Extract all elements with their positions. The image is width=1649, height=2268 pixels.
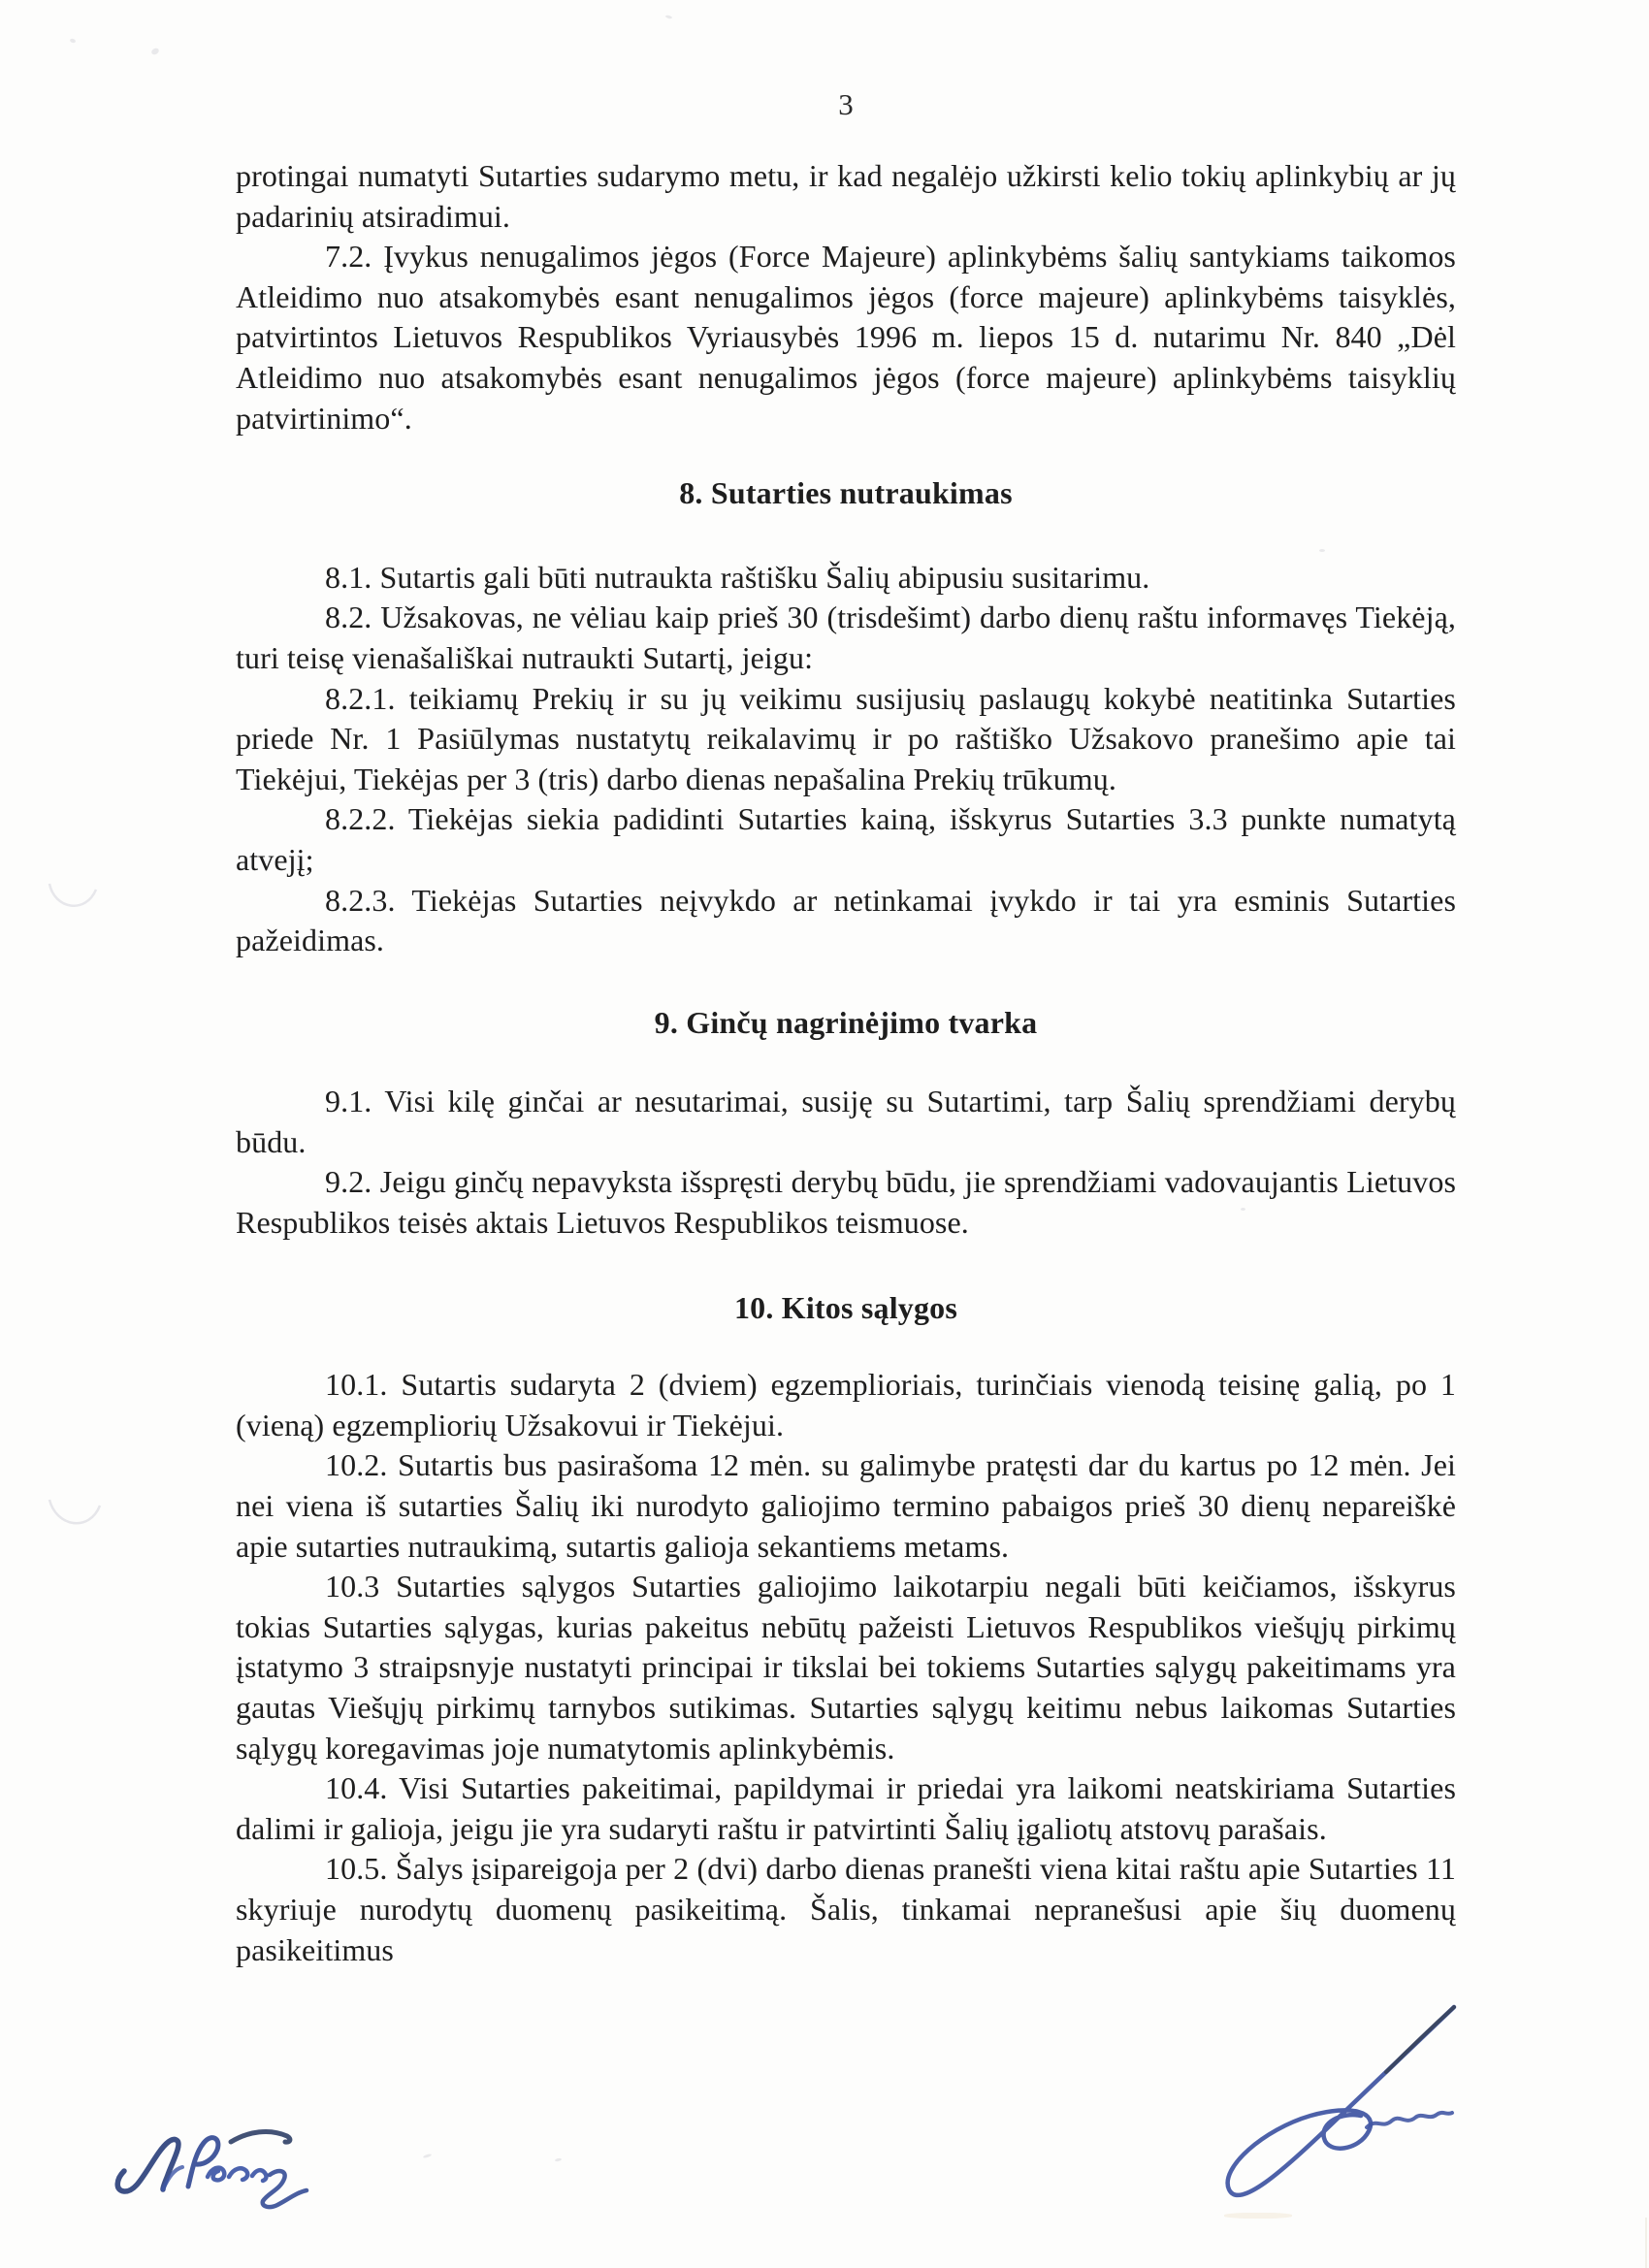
scan-artifact-arc-top: [47, 878, 99, 923]
clause-7-1-continuation: protingai numatyti Sutarties sudarymo metu, ir kad negalėjo užkirsti kelio tokių aplinkybių ar jų padarinių atsiradimui.: [236, 158, 1456, 234]
section-8-heading: 8. Sutarties nutraukimas: [679, 475, 1013, 511]
scan-speck: [150, 47, 160, 55]
scan-speck: [1224, 2213, 1292, 2219]
page-number: 3: [838, 87, 854, 121]
clause-7-2: 7.2. Įvykus nenugalimos jėgos (Force Majeure) aplinkybėms šalių santykiams taikomos Atleidimo nuo atsakomybės esant nenugalimos jėgos (force majeure) aplinkybėms taisyklės, patvirtintos Lietuvos Respublikos Vyriausybės 1996 m. liepos 15 d. nutarimu Nr. 840 „Dėl Atleidimo nuo atsakomybės esant nenugalimos jėgos (force majeure) aplinkybėms taisyklių patvirtinimo“.: [236, 239, 1456, 436]
clause-8-2-1: 8.2.1. teikiamų Prekių ir su jų veikimu susijusių paslaugų kokybė neatitinka Sutarties priede Nr. 1 Pasiūlymas nustatytų reikalavimų ir po raštiško Užsakovo pranešimo apie tai Tiekėjui, Tiekėjas per 3 (tris) darbo dienas nepašalina Prekių trūkumų.: [236, 680, 1456, 796]
contract-text: [236, 156, 1456, 1970]
section-10-heading: 10. Kitos sąlygos: [733, 1289, 958, 1325]
clause-8-1: 8.1. Sutartis gali būti nutraukta raštišku Šalių abipusiu susitarimu.: [325, 559, 1150, 595]
signature-right: [1213, 1995, 1468, 2220]
scan-speck: [1241, 1208, 1245, 1211]
clause-10-4: 10.4. Visi Sutarties pakeitimai, papildymai ir priedai yra laikomi neatskiriama Sutarties dalimi ir galioja, jeigu jie yra sudaryti raštu ir patvirtinti Šalių įgaliotų atstovų parašais.: [236, 1770, 1456, 1846]
scan-edge-line: [1645, 2218, 1647, 2268]
clause-10-1: 10.1. Sutartis sudaryta 2 (dviem) egzemplioriais, turinčiais vienodą teisinę galią, po 1 (vieną) egzempliorių Užsakovui ir Tiekėjui.: [236, 1367, 1456, 1442]
clause-8-2-2: 8.2.2. Tiekėjas siekia padidinti Sutarties kainą, išskyrus Sutarties 3.3 punkte numatytą atvejį;: [236, 801, 1456, 877]
clause-10-5: 10.5. Šalys įsipareigoja per 2 (dvi) darbo dienas pranešti viena kitai raštu apie Sutarties 11 skyriuje nurodytų duomenų pasikeitimą. Šalis, tinkamai nepranešusi apie šių duomenų pasikeitimus: [236, 1851, 1456, 1967]
signature-left: [114, 2115, 320, 2210]
scan-speck: [555, 2157, 562, 2161]
scan-artifact-arc-bottom: [47, 1492, 103, 1540]
clause-9-1: 9.1. Visi kilę ginčai ar nesutarimai, susiję su Sutartimi, tarp Šalių sprendžiami derybų būdu.: [236, 1084, 1456, 1159]
scan-speck: [1319, 549, 1325, 552]
clause-8-2-3: 8.2.3. Tiekėjas Sutarties neįvykdo ar netinkamai įvykdo ir tai yra esminis Sutarties pažeidimas.: [236, 882, 1456, 958]
clause-8-2: 8.2. Užsakovas, ne vėliau kaip prieš 30 (trisdešimt) darbo dienų raštu informavęs Tiekėją, turi teisę vienašališkai nutraukti Sutartį, jeigu:: [236, 599, 1456, 675]
clause-10-3: 10.3 Sutarties sąlygos Sutarties galiojimo laikotarpiu negali būti keičiamos, išskyrus tokias Sutarties sąlygas, kurias pakeitus nebūtų pažeisti Lietuvos Respublikos viešųjų pirkimų įstatymo 3 straipsnyje nustatyti principai ir tikslai bei tokiems Sutarties sąlygų pakeitimams yra gautas Viešųjų pirkimų tarnybos sutikimas. Sutarties sąlygų keitimu nebus laikomas Sutarties sąlygų koregavimas joje numatytomis aplinkybėmis.: [236, 1569, 1456, 1766]
clause-10-2: 10.2. Sutartis bus pasirašoma 12 mėn. su galimybe pratęsti dar du kartus po 12 mėn. Jei nei viena iš sutarties Šalių iki nurodyto galiojimo termino pabaigos prieš 30 dienų nepareiškė apie sutarties nutraukimą, sutartis galioja sekantiems metams.: [236, 1447, 1456, 1564]
scan-speck: [69, 38, 76, 44]
clause-9-2: 9.2. Jeigu ginčų nepavyksta išspręsti derybų būdu, jie sprendžiami vadovaujantis Lietuvos Respublikos teisės aktais Lietuvos Respublikos teismuose.: [236, 1164, 1456, 1241]
scan-speck: [665, 15, 673, 19]
section-9-heading: 9. Ginčų nagrinėjimo tvarka: [654, 1004, 1038, 1040]
scan-speck: [423, 2154, 432, 2159]
